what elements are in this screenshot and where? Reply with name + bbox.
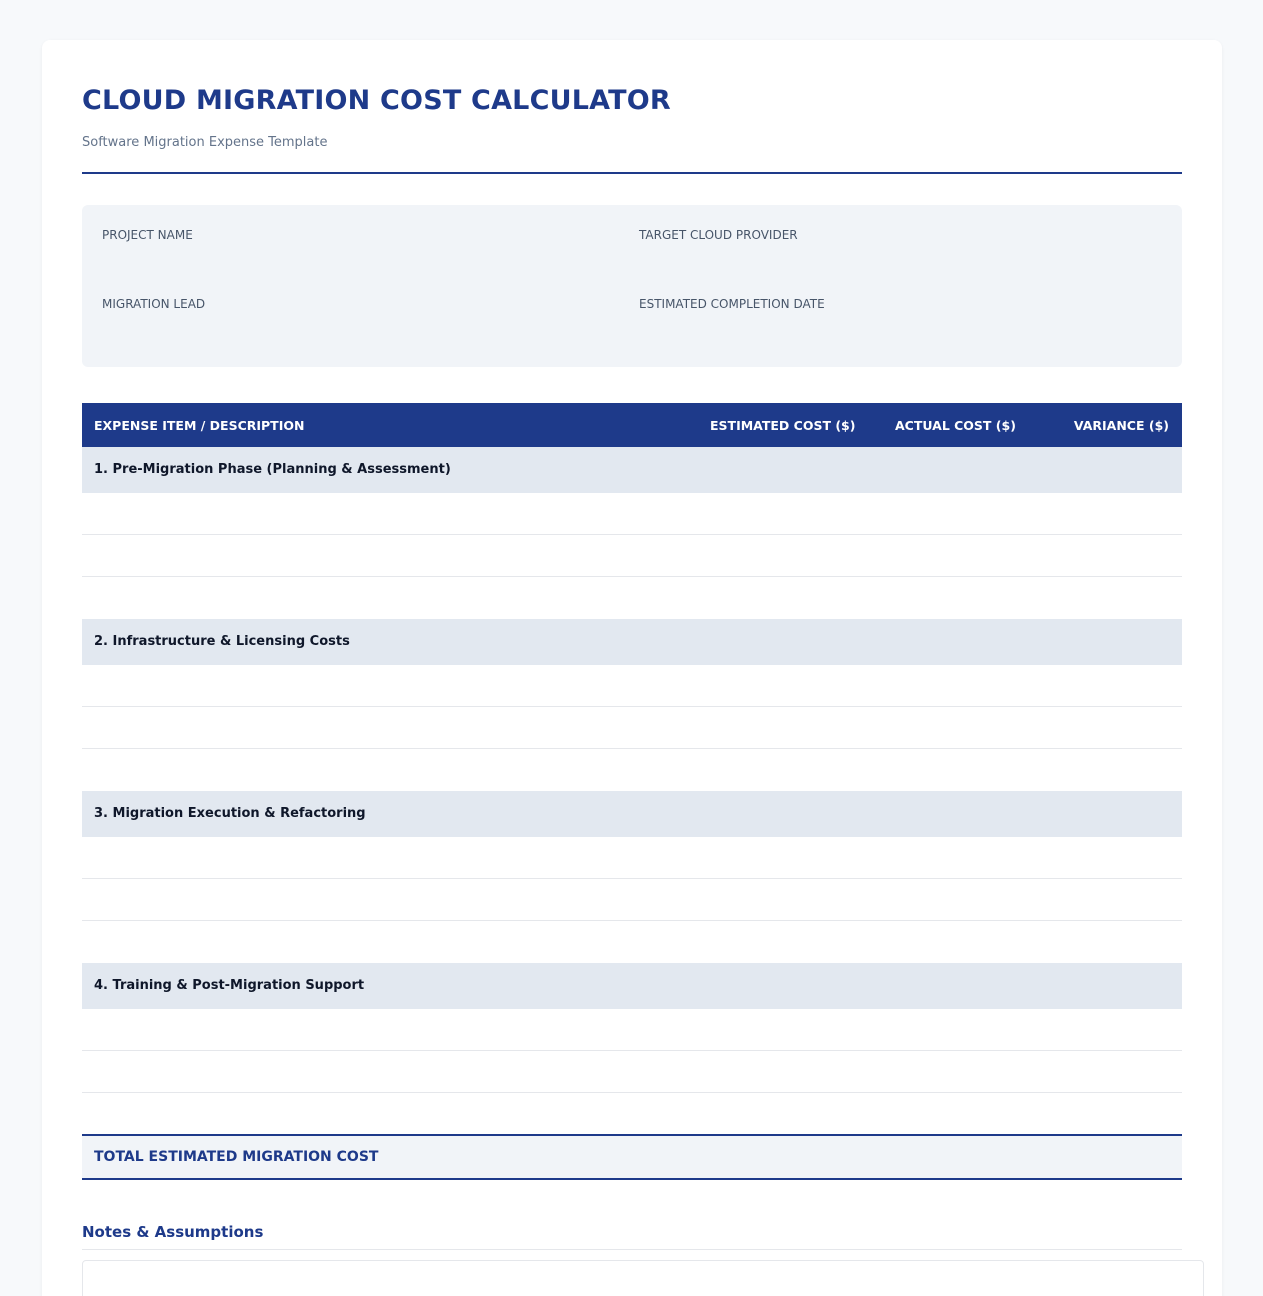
section-title: 4. Training & Post-Migration Support: [94, 978, 365, 993]
table-row[interactable]: [82, 707, 1182, 749]
column-header-actual: ACTUAL COST ($): [895, 418, 1016, 433]
expense-table: [82, 403, 1182, 1135]
calculator-card: [42, 40, 1222, 1296]
completion-date-label: ESTIMATED COMPLETION DATE: [639, 297, 825, 311]
table-row[interactable]: [82, 879, 1182, 921]
section-row-execution: [82, 791, 1182, 837]
section-row-training: [82, 963, 1182, 1009]
table-row[interactable]: [82, 1093, 1182, 1135]
table-row[interactable]: [82, 921, 1182, 963]
table-row[interactable]: [82, 1051, 1182, 1093]
table-row[interactable]: [82, 665, 1182, 707]
table-row[interactable]: [82, 749, 1182, 791]
notes-textarea[interactable]: [82, 1260, 1204, 1296]
page-subtitle: Software Migration Expense Template: [82, 135, 328, 150]
section-row-infrastructure: [82, 619, 1182, 665]
page-title: CLOUD MIGRATION COST CALCULATOR: [82, 85, 671, 116]
header-divider: [82, 172, 1182, 174]
table-row[interactable]: [82, 837, 1182, 879]
section-title: 3. Migration Execution & Refactoring: [94, 806, 366, 821]
notes-divider: [82, 1249, 1182, 1250]
cloud-provider-label: TARGET CLOUD PROVIDER: [639, 228, 798, 242]
section-title: 1. Pre-Migration Phase (Planning & Assessment): [94, 462, 451, 477]
section-row-pre-migration: [82, 447, 1182, 493]
table-row[interactable]: [82, 535, 1182, 577]
column-header-description: EXPENSE ITEM / DESCRIPTION: [94, 418, 305, 433]
section-title: 2. Infrastructure & Licensing Costs: [94, 634, 350, 649]
table-row[interactable]: [82, 577, 1182, 619]
notes-title: Notes & Assumptions: [82, 1223, 264, 1241]
project-info-panel: [82, 205, 1182, 367]
migration-lead-label: MIGRATION LEAD: [102, 297, 206, 311]
total-row: [82, 1134, 1182, 1180]
table-row[interactable]: [82, 1009, 1182, 1051]
table-row[interactable]: [82, 493, 1182, 535]
total-label: TOTAL ESTIMATED MIGRATION COST: [94, 1149, 379, 1165]
table-header: [82, 403, 1182, 447]
project-name-label: PROJECT NAME: [102, 228, 193, 242]
column-header-variance: VARIANCE ($): [1073, 418, 1169, 433]
column-header-estimated: ESTIMATED COST ($): [710, 418, 856, 433]
